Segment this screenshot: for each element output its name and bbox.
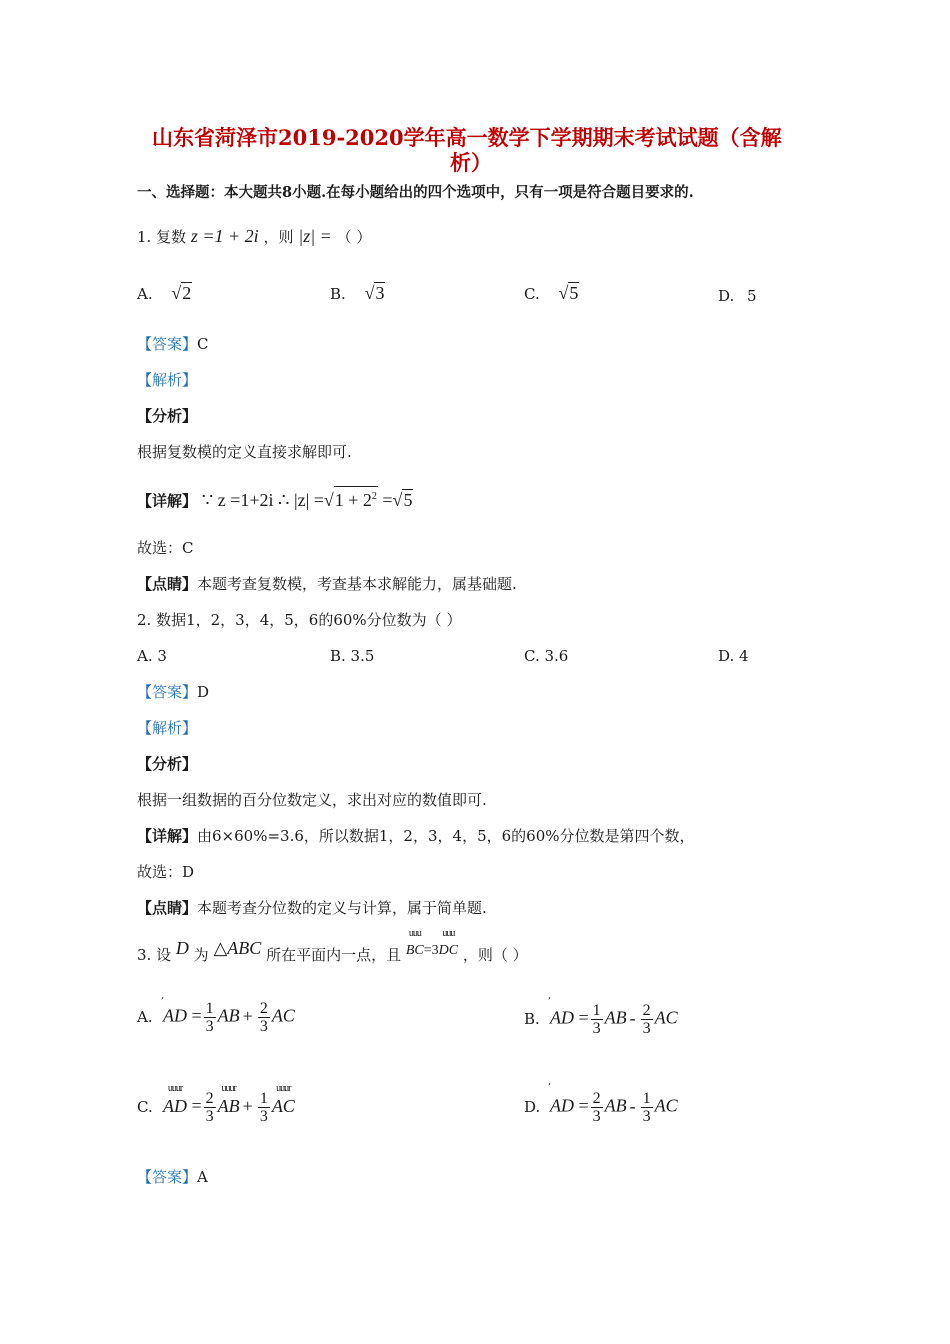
q1-option-d bbox=[718, 286, 757, 306]
q1-choose: 故选：C bbox=[137, 539, 194, 557]
q3-triangle: △ABC bbox=[213, 938, 262, 958]
q3-option-a-c1-num: 1 bbox=[205, 1000, 214, 1017]
q2-detail bbox=[137, 826, 695, 846]
q2-analysis-text: 根据一组数据的百分位数定义，求出对应的数值即可. bbox=[137, 791, 487, 809]
q3-option-c-arrow-v2: uuur bbox=[276, 1082, 291, 1094]
document-title-line1: 山东省菏泽市2019-2020学年高一数学下学期期末考试试题（含解 bbox=[152, 125, 782, 150]
q2-choose: 故选：D bbox=[137, 863, 195, 881]
q3-option-d-v1: AB bbox=[604, 1095, 627, 1116]
q3-option-c-v1: AB bbox=[217, 1095, 240, 1116]
q1-detail: 【详解】 ∵ z =1+2i ∴ $|z| =√1 + 2^2 =√5$ bbox=[137, 486, 413, 511]
q1-option-b-radicand: 3 bbox=[375, 283, 385, 303]
q3-option-c-letter: C. bbox=[137, 1097, 153, 1116]
q3-answer bbox=[137, 1167, 208, 1187]
q2-jiexi-label: 【解析】 bbox=[137, 719, 198, 737]
q3-option-b-lhs: AD bbox=[550, 1007, 574, 1028]
q1-option-b-letter: B. bbox=[330, 285, 346, 303]
q1-option-c-letter: C. bbox=[524, 285, 540, 303]
q3-option-b-op: - bbox=[629, 1007, 636, 1028]
q1-fenxi-label: 【分析】 bbox=[137, 407, 198, 425]
q1-option-a: A. √2 bbox=[137, 283, 192, 303]
q1-answer-value: C bbox=[197, 335, 209, 353]
q3-option-c: C. uuur AD = $\frac{2}{3}$ uuur AB + $\frac{1}{3}$ uuur AC bbox=[137, 1082, 295, 1125]
q3-option-a-op: + bbox=[242, 1005, 253, 1026]
q3-option-d-v2: AC bbox=[654, 1095, 678, 1116]
q1-option-d-letter: D. bbox=[718, 287, 735, 305]
q3-option-a-v1: AB bbox=[217, 1005, 240, 1026]
q1-option-a-letter: A. bbox=[137, 285, 153, 303]
q1-detail-because: ∵ z =1+2i ∴ |z| = bbox=[201, 490, 324, 510]
q3-point-d: D bbox=[175, 938, 189, 958]
q3-option-c-c1-num: 2 bbox=[205, 1090, 214, 1107]
q3-option-b-v1: AB bbox=[604, 1007, 627, 1028]
xiangjie-label: 【详解】 bbox=[137, 492, 198, 510]
q3-mid: 所在平面内一点，且 bbox=[266, 946, 402, 964]
dianjing-label: 【点睛】 bbox=[137, 575, 198, 593]
q2-stem: 2. 数据1，2，3，4，5，6的60%分位数为（ ） bbox=[137, 611, 462, 629]
q1-jiexi-label: 【解析】 bbox=[137, 371, 198, 389]
q3-option-c-v2: AC bbox=[271, 1095, 295, 1116]
q3-option-c-lhs: AD bbox=[163, 1095, 187, 1116]
dianjing-label: 【点睛】 bbox=[137, 899, 198, 917]
answer-label: 【答案】 bbox=[137, 1168, 198, 1186]
q3-option-b: , B. AD = $\frac{1}{3}$ AB - $\frac{2}{3}$ AC bbox=[524, 990, 678, 1037]
q3-option-c-c2-den: 3 bbox=[259, 1108, 268, 1125]
q1-detail-eq: = bbox=[377, 490, 393, 510]
q2-option-c: C. 3.6 bbox=[524, 647, 569, 665]
q1-answer bbox=[137, 334, 209, 354]
q1-detail-radicand: 1 + 2 bbox=[334, 490, 372, 510]
q1-detail-exponent: 2 bbox=[371, 491, 377, 502]
q3-answer-value: A bbox=[197, 1168, 208, 1186]
q3-option-b-c2-num: 2 bbox=[642, 1002, 651, 1019]
q1-paren: （ ） bbox=[336, 228, 372, 246]
q3-option-a-c1-den: 3 bbox=[205, 1018, 214, 1035]
q3-option-a-v2: AC bbox=[271, 1005, 295, 1026]
q1-stem bbox=[137, 226, 371, 247]
q3-option-b-letter: B. bbox=[524, 1009, 540, 1028]
q3-option-a-c2-den: 3 bbox=[259, 1018, 268, 1035]
q3-option-a-lhs: AD bbox=[163, 1005, 187, 1026]
section-heading: 一、选择题：本大题共8小题.在每小题给出的四个选项中，只有一项是符合题目要求的. bbox=[137, 184, 694, 201]
q1-note-text: 本题考查复数模，考查基本求解能力，属基础题. bbox=[197, 575, 517, 593]
q3-option-c-c1-den: 3 bbox=[205, 1108, 214, 1125]
answer-label: 【答案】 bbox=[137, 335, 198, 353]
q3-cond-right: DC bbox=[438, 943, 459, 958]
q3-option-d-op: - bbox=[629, 1095, 636, 1116]
q1-option-c-radicand: 5 bbox=[569, 283, 579, 303]
q2-fenxi-label: 【分析】 bbox=[137, 755, 198, 773]
q3-option-c-op: + bbox=[242, 1095, 253, 1116]
q3-cond-arrow2: uuu bbox=[442, 928, 455, 939]
q3-option-c-c2-num: 1 bbox=[259, 1090, 268, 1107]
q1-prefix: 1. 复数 bbox=[137, 228, 187, 246]
q3-prefix: 3. 设 bbox=[137, 946, 172, 964]
q3-cond-left: BC bbox=[405, 943, 424, 958]
q3-option-a-letter: A. bbox=[137, 1007, 153, 1026]
q2-note-text: 本题考查分位数的定义与计算，属于简单题. bbox=[197, 899, 487, 917]
q3-option-d-letter: D. bbox=[524, 1097, 541, 1116]
document-title-line2: 析） bbox=[450, 150, 492, 175]
q1-equation: z =1 + 2i bbox=[190, 226, 259, 246]
q3-option-d-c2-den: 3 bbox=[642, 1108, 651, 1125]
q1-option-b: B. √3 bbox=[330, 283, 385, 303]
q3-stem bbox=[137, 928, 528, 967]
q3-option-a: , A. AD = $\frac{1}{3}$ AB + $\frac{2}{3}$ AC bbox=[137, 990, 295, 1035]
q3-option-b-c1-num: 1 bbox=[592, 1002, 601, 1019]
q3-wei: 为 bbox=[193, 946, 209, 964]
q3-option-b-c1-den: 3 bbox=[592, 1020, 601, 1037]
q1-comma: ，则 bbox=[263, 228, 294, 246]
q3-option-b-c2-den: 3 bbox=[642, 1020, 651, 1037]
q1-analysis-text: 根据复数模的定义直接求解即可. bbox=[137, 443, 352, 461]
q1-option-a-radicand: 2 bbox=[182, 283, 192, 303]
q1-note bbox=[137, 574, 517, 594]
answer-label: 【答案】 bbox=[137, 683, 198, 701]
q1-detail-result: 5 bbox=[403, 490, 413, 510]
q3-cond-eq: =3 bbox=[423, 943, 439, 958]
q2-detail-text: 由6×60%=3.6，所以数据1，2，3，4，5，6的60%分位数是第四个数， bbox=[197, 827, 695, 845]
q3-option-d-lhs: AD bbox=[550, 1095, 574, 1116]
q2-option-b: B. 3.5 bbox=[330, 647, 375, 665]
q3-option-d-c1-den: 3 bbox=[592, 1108, 601, 1125]
xiangjie-label: 【详解】 bbox=[137, 827, 198, 845]
q3-option-d-c1-num: 2 bbox=[592, 1090, 601, 1107]
q3-condition bbox=[405, 928, 459, 958]
q3-option-c-arrow-v1: uuur bbox=[221, 1082, 236, 1094]
q1-abs-z: |z| = bbox=[298, 226, 332, 246]
q1-option-d-value: 5 bbox=[747, 287, 757, 305]
q2-option-a: A. 3 bbox=[137, 647, 167, 665]
q2-option-d: D. 4 bbox=[718, 647, 749, 665]
q2-answer-value: D bbox=[197, 683, 210, 701]
q3-option-d: , D. AD = $\frac{2}{3}$ AB - $\frac{1}{3}$ AC bbox=[524, 1076, 678, 1125]
q3-tail: ，则（ ） bbox=[462, 946, 528, 964]
q1-option-c: C. √5 bbox=[524, 283, 579, 303]
q3-option-c-arrow-lhs: uuur bbox=[167, 1082, 183, 1094]
q3-option-a-c2-num: 2 bbox=[259, 1000, 268, 1017]
q2-note bbox=[137, 898, 487, 918]
q3-option-b-v2: AC bbox=[654, 1007, 678, 1028]
q3-cond-arrow: uuu bbox=[408, 928, 421, 939]
q2-answer bbox=[137, 682, 209, 702]
q3-option-d-c2-num: 1 bbox=[642, 1090, 651, 1107]
